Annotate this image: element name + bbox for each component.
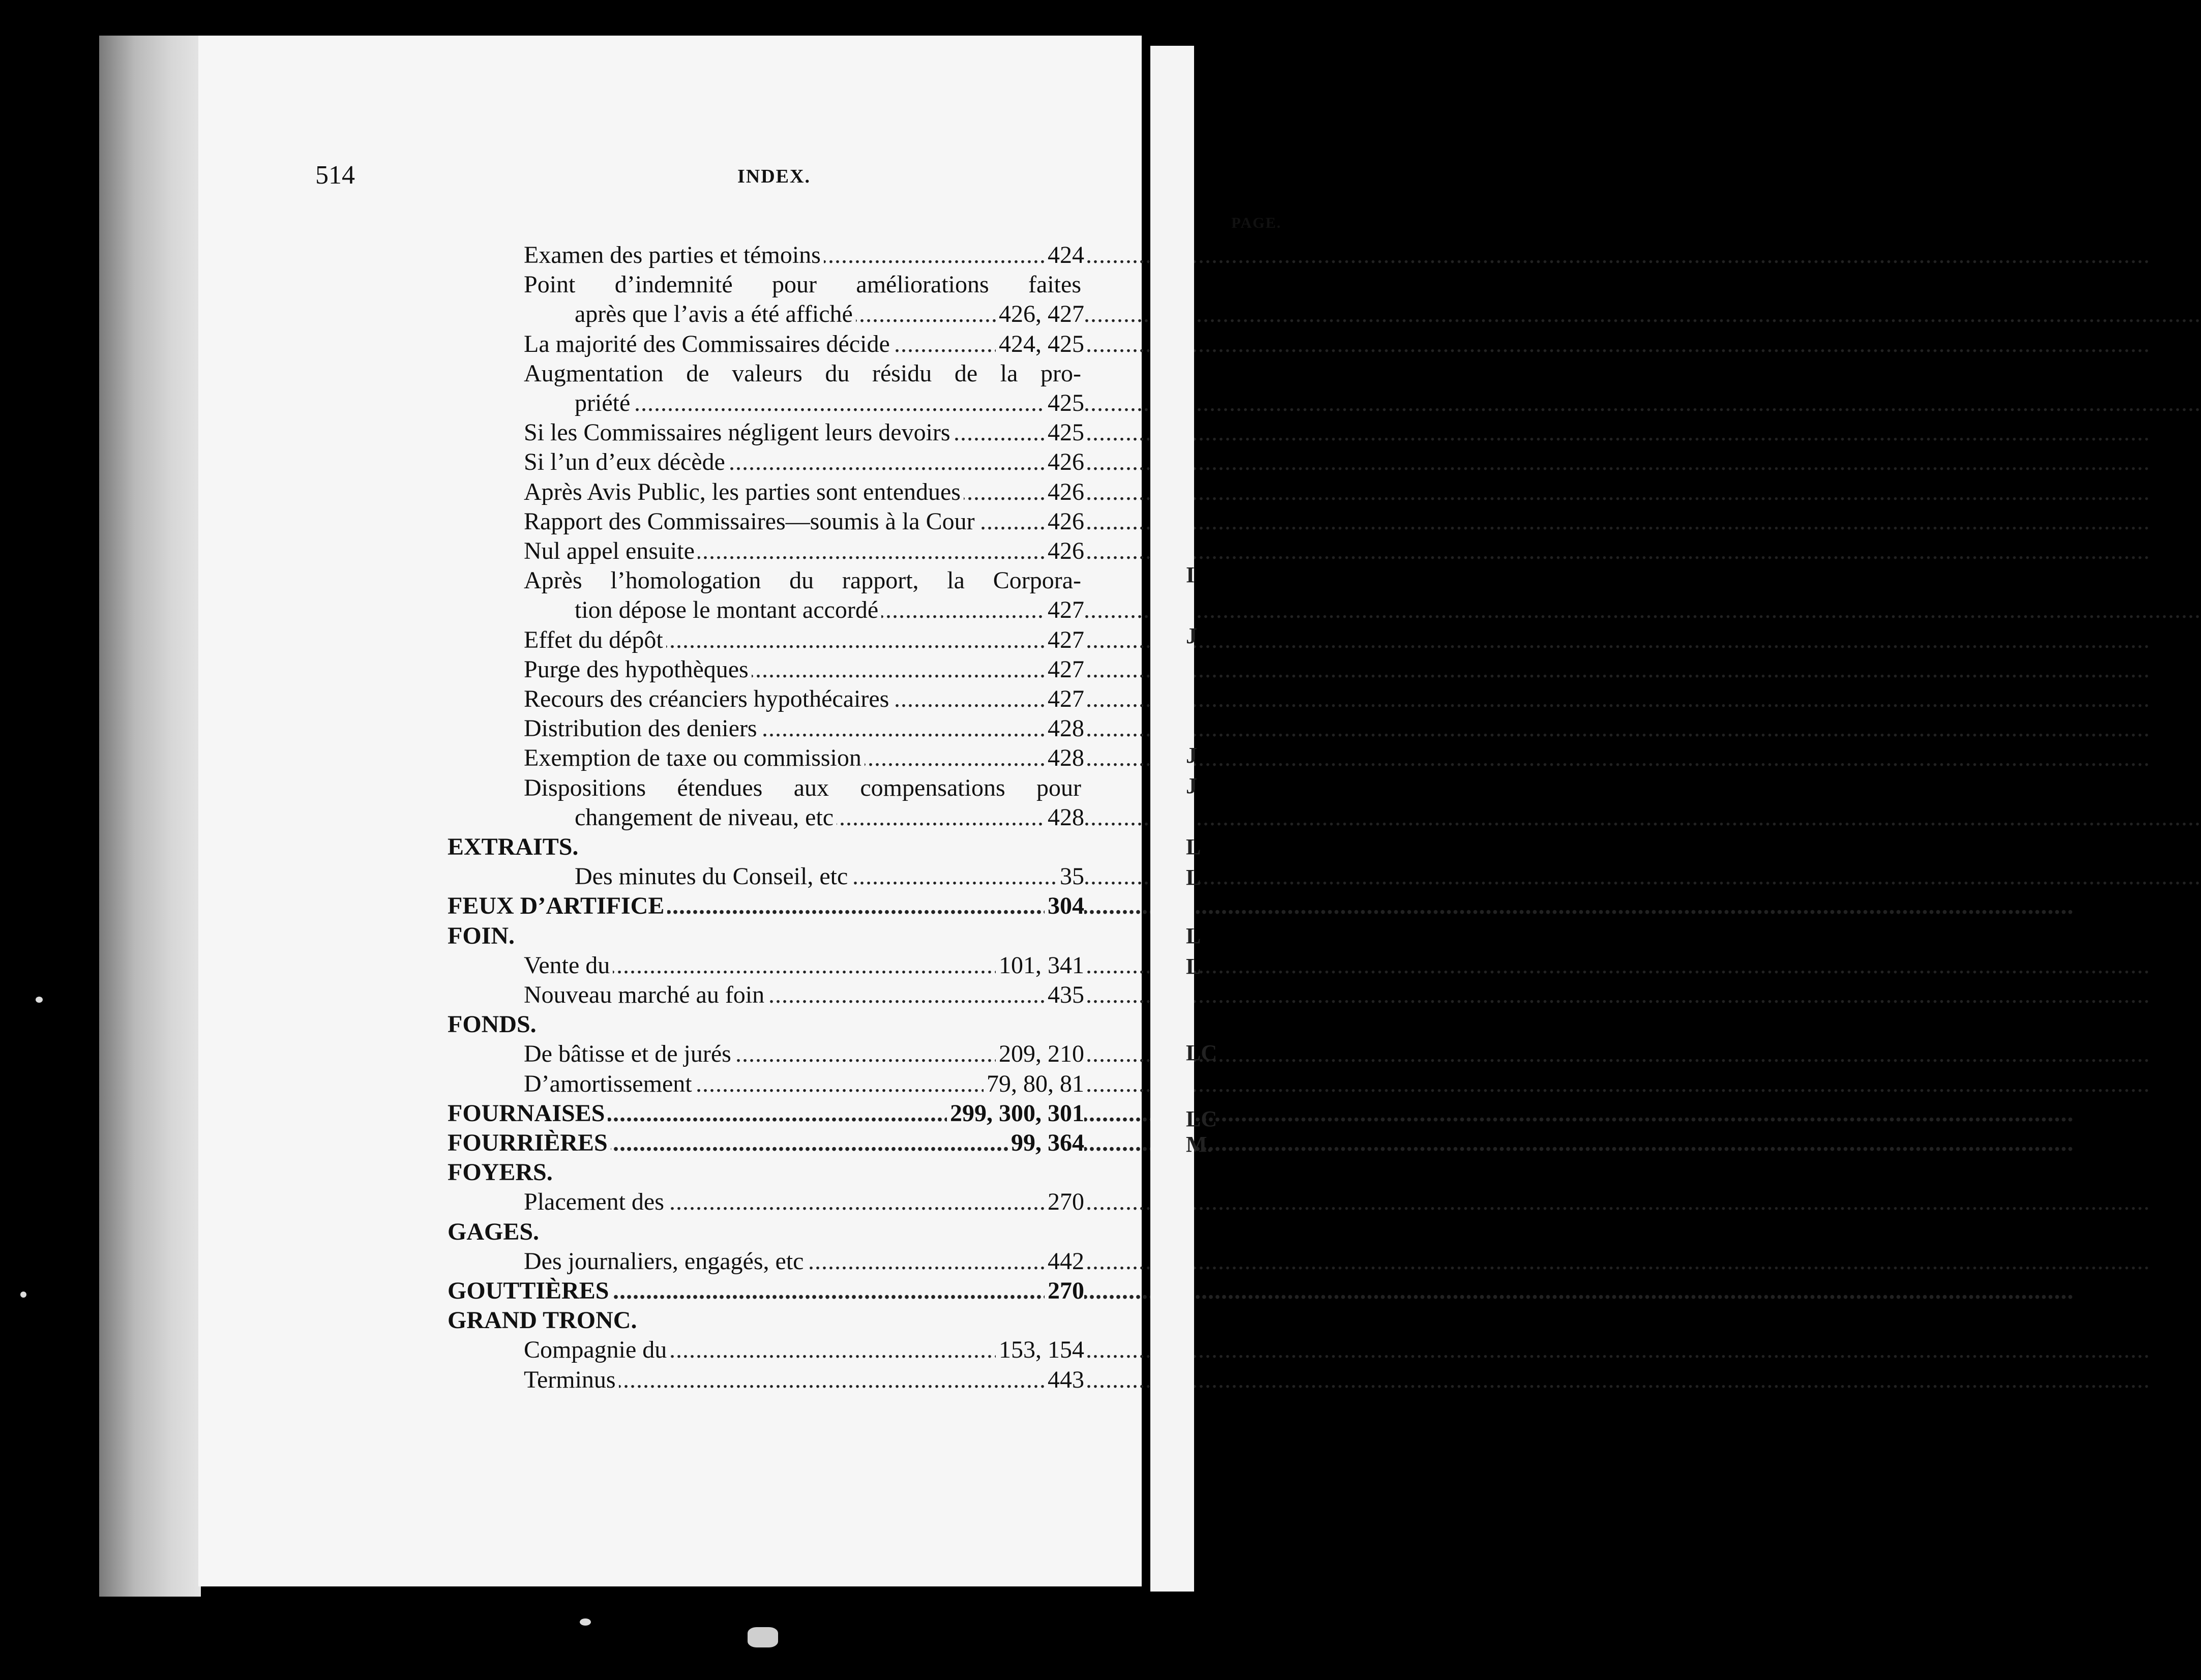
- scan-blot: [748, 1627, 778, 1647]
- index-entry-pages: 101, 341: [996, 951, 1084, 980]
- index-entry-pages: 426: [1045, 536, 1084, 566]
- index-entry: [524, 241, 1084, 270]
- scan-speck: [20, 1292, 26, 1298]
- index-entry: [524, 447, 1084, 477]
- index-entry-text: GOUTTIÈRES: [448, 1277, 612, 1304]
- index-entry-text: Compagnie du: [524, 1336, 670, 1363]
- running-head: INDEX.: [737, 166, 811, 187]
- facing-page-letter: LC: [1186, 1106, 1217, 1131]
- index-entry-pages: 424, 425: [996, 329, 1084, 359]
- index-entry-pages: 299, 300, 301: [947, 1099, 1084, 1128]
- index-entry-text: Augmentation de valeurs du résidu de la pro-: [524, 359, 1084, 388]
- index-entry-text: FEUX D’ARTIFICE: [448, 892, 667, 919]
- index-entry-text: Nouveau marché au foin: [524, 981, 767, 1008]
- index-entry-pages: 442: [1045, 1247, 1084, 1276]
- index-entry: [575, 595, 1084, 625]
- index-entry-pages: 209, 210: [996, 1039, 1084, 1069]
- facing-page-fragment: [1150, 46, 1217, 1592]
- index-entry: [524, 1069, 1084, 1099]
- index-entry-text: Recours des créanciers hypothécaires: [524, 685, 892, 712]
- index-entry: [524, 329, 1084, 359]
- index-entry-text: Terminus: [524, 1366, 619, 1393]
- index-entry-pages: 428: [1045, 803, 1084, 832]
- index-entry-text: FOURRIÈRES: [448, 1129, 611, 1156]
- index-entry-text: De bâtisse et de jurés: [524, 1040, 734, 1067]
- index-entry-text: FOURNAISES: [448, 1100, 608, 1127]
- index-entry-text: FOIN.: [448, 922, 518, 949]
- scan-speck: [36, 997, 43, 1003]
- index-entry: [524, 980, 1084, 1010]
- index-entry-text: priété: [575, 389, 633, 416]
- index-heading: [448, 1217, 1084, 1247]
- index-entry: [524, 684, 1084, 714]
- facing-page-letter: L: [1186, 865, 1201, 890]
- index-entry-text: après que l’avis a été affiché: [575, 301, 856, 327]
- index-entry-pages: 428: [1045, 714, 1084, 743]
- index-entry-text: FOYERS.: [448, 1159, 556, 1186]
- index-entry: [575, 388, 1084, 418]
- index-heading: [448, 1010, 1084, 1039]
- index-entry-pages: 427: [1045, 595, 1084, 625]
- index-entry: [524, 270, 1084, 299]
- index-entry: [575, 299, 1084, 329]
- index-entry-text: Nul appel ensuite: [524, 537, 698, 564]
- page-number: 514: [315, 161, 355, 190]
- index-heading: [448, 832, 1084, 862]
- index-entry: [524, 536, 1084, 566]
- facing-page-letter: J: [1186, 773, 1197, 798]
- index-heading: [448, 1276, 1084, 1306]
- index-entry: [524, 1335, 1084, 1365]
- index-entry-pages: 443: [1045, 1365, 1084, 1395]
- index-entry-pages: 426, 427: [996, 299, 1084, 329]
- facing-page-letter: LC: [1186, 1040, 1217, 1065]
- index-entry-text: Des minutes du Conseil, etc: [575, 863, 851, 890]
- facing-page-letter: M.: [1186, 1132, 1213, 1157]
- index-entry-pages: 270: [1045, 1276, 1084, 1306]
- index-heading: [448, 1158, 1084, 1187]
- index-entry: [524, 743, 1084, 773]
- index-entry-text: Si les Commissaires négligent leurs devoirs: [524, 419, 954, 446]
- index-entry-text: Vente du: [524, 952, 613, 979]
- index-entry-pages: 425: [1045, 388, 1084, 418]
- index-entry-text: GAGES.: [448, 1218, 542, 1245]
- index-entry-text: Dispositions étendues aux compensations pour: [524, 773, 1084, 803]
- index-entry-text: Distribution des deniers: [524, 715, 760, 742]
- index-entry-pages: 35: [1057, 862, 1084, 891]
- index-entry-text: Après Avis Public, les parties sont entendues: [524, 478, 964, 505]
- facing-page-letter: L: [1186, 954, 1201, 979]
- index-entry-text: Si l’un d’eux décède: [524, 448, 728, 475]
- index-entry: [524, 951, 1084, 980]
- index-entry-text: Rapport des Commissaires—soumis à la Cour: [524, 508, 978, 535]
- index-entry: [524, 1247, 1084, 1276]
- index-entry: [524, 566, 1084, 595]
- index-entry-text: Exemption de taxe ou commission: [524, 744, 865, 771]
- index-entry-pages: 425: [1045, 418, 1084, 447]
- page-column-heading: PAGE.: [1231, 215, 1282, 231]
- index-entry: [524, 655, 1084, 684]
- index-entry-pages: 435: [1045, 980, 1084, 1010]
- index-entry: [524, 625, 1084, 655]
- index-entry: [524, 714, 1084, 743]
- index-heading: [448, 891, 1084, 921]
- index-entry-pages: 426: [1045, 447, 1084, 477]
- index-entry: [524, 507, 1084, 536]
- facing-page-letter: I: [1186, 562, 1195, 587]
- index-entry-pages: 427: [1045, 684, 1084, 714]
- index-entry: [524, 773, 1084, 803]
- index-entry-pages: 79, 80, 81: [984, 1069, 1084, 1099]
- index-heading: [448, 1099, 1084, 1128]
- index-entry-text: EXTRAITS.: [448, 833, 581, 860]
- index-entry-text: tion dépose le montant accordé: [575, 596, 881, 623]
- facing-page-letter: L: [1186, 834, 1201, 859]
- index-entry-text: Après l’homologation du rapport, la Corpora-: [524, 566, 1084, 595]
- index-entry-text: FONDS.: [448, 1011, 540, 1038]
- page-edge: [99, 36, 201, 1597]
- index-heading: [448, 1306, 1084, 1335]
- facing-page-letter: J: [1186, 623, 1197, 648]
- index-entry-pages: 153, 154: [996, 1335, 1084, 1365]
- facing-page-letter: J: [1186, 743, 1197, 768]
- index-entry-text: Placement des: [524, 1188, 667, 1215]
- index-entry-text: GRAND TRONC.: [448, 1307, 640, 1334]
- index-entry: [524, 1187, 1084, 1217]
- index-entry: [524, 477, 1084, 507]
- index-heading: [448, 1128, 1084, 1158]
- index-entry-text: Purge des hypothèques: [524, 656, 752, 683]
- index-entry-text: Point d’indemnité pour améliorations faites: [524, 270, 1084, 299]
- index-entry-pages: 99, 364: [1008, 1128, 1084, 1158]
- index-heading: [448, 921, 1084, 951]
- index-entry: [575, 803, 1084, 832]
- index-entry-text: D’amortissement: [524, 1070, 695, 1097]
- index-entry-text: Des journaliers, engagés, etc: [524, 1248, 807, 1275]
- facing-page-letter: L: [1186, 923, 1201, 948]
- index-entry-pages: 428: [1045, 743, 1084, 773]
- index-entry-pages: 426: [1045, 477, 1084, 507]
- index-entry: [524, 418, 1084, 447]
- index-entry-pages: 426: [1045, 507, 1084, 536]
- index-entry-pages: 427: [1045, 655, 1084, 684]
- index-entry-text: Effet du dépôt: [524, 626, 666, 653]
- index-entry: [524, 1039, 1084, 1069]
- index-entry: [575, 862, 1084, 891]
- index-entry-pages: 270: [1045, 1187, 1084, 1217]
- index-entry-text: La majorité des Commissaires décide: [524, 331, 893, 357]
- index-entry: [524, 359, 1084, 388]
- index-entry-pages: 424: [1045, 241, 1084, 270]
- index-entry-text: changement de niveau, etc: [575, 804, 837, 831]
- index-entry-pages: 427: [1045, 625, 1084, 655]
- scan-speck: [580, 1618, 591, 1626]
- index-entry-text: Examen des parties et témoins: [524, 242, 824, 268]
- index-entry: [524, 1365, 1084, 1395]
- index-entry-pages: 304: [1045, 891, 1084, 921]
